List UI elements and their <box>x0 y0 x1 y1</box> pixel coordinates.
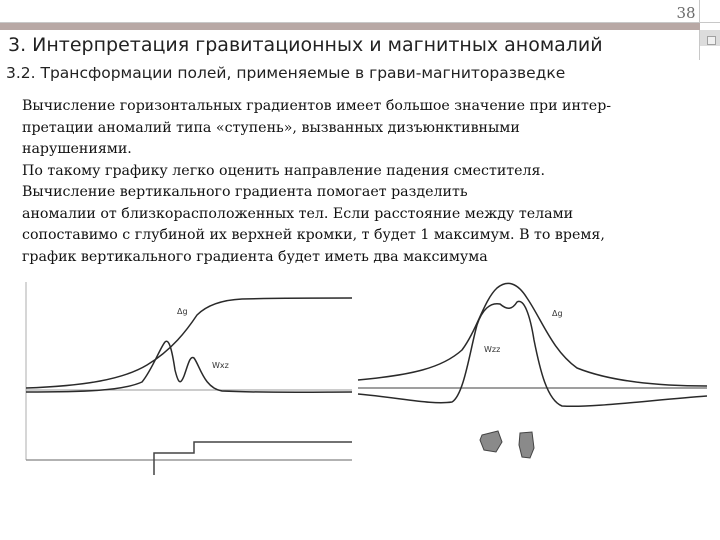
gradient-label: Wzz <box>484 345 501 354</box>
two-bodies-figure <box>352 270 712 470</box>
corner-square-icon <box>707 36 716 45</box>
paragraph-line: Вычисление горизонтальных градиентов имеет большое значение при интер- <box>22 98 612 114</box>
paragraph-line: аномалии от близкорасположенных тел. Если расстояние между телами <box>22 205 574 222</box>
paragraph-line: претации аномалий типа «ступень», вызванных дизъюнктивными <box>22 119 520 136</box>
vertical-gradient-curve <box>358 301 707 406</box>
slide-title: 3. Интерпретация гравитационных и магнитных аномалий <box>8 34 603 56</box>
two-bodies-graph <box>352 270 712 470</box>
gradient-label: Wxz <box>212 361 229 370</box>
paragraph-line: сопоставимо с глубиной их верхней кромки, т будет 1 максимум. В то время, <box>22 227 605 243</box>
gravity-label: Δg <box>552 309 563 318</box>
gravity-anomaly-curve <box>26 298 352 388</box>
page-number: 38 <box>676 4 696 22</box>
accent-bar <box>0 23 700 30</box>
step-anomaly-graph <box>22 270 362 480</box>
body-right <box>519 432 534 458</box>
paragraph-line: Вычисление вертикального градиента помогает разделить <box>22 184 468 200</box>
gravity-label: Δg <box>177 307 188 316</box>
paragraph-line: нарушениями. <box>22 141 132 157</box>
body-text <box>22 96 702 268</box>
slide-subtitle: 3.2. Трансформации полей, применяемые в грави-магниторазведке <box>6 64 566 82</box>
step-structure <box>154 442 352 475</box>
paragraph-line: По такому графику легко оценить направление падения сместителя. <box>22 162 545 179</box>
body-left <box>480 431 502 452</box>
paragraph-line: график вертикального градиента будет иметь два максимума <box>22 248 488 265</box>
step-anomaly-figure <box>22 270 362 480</box>
